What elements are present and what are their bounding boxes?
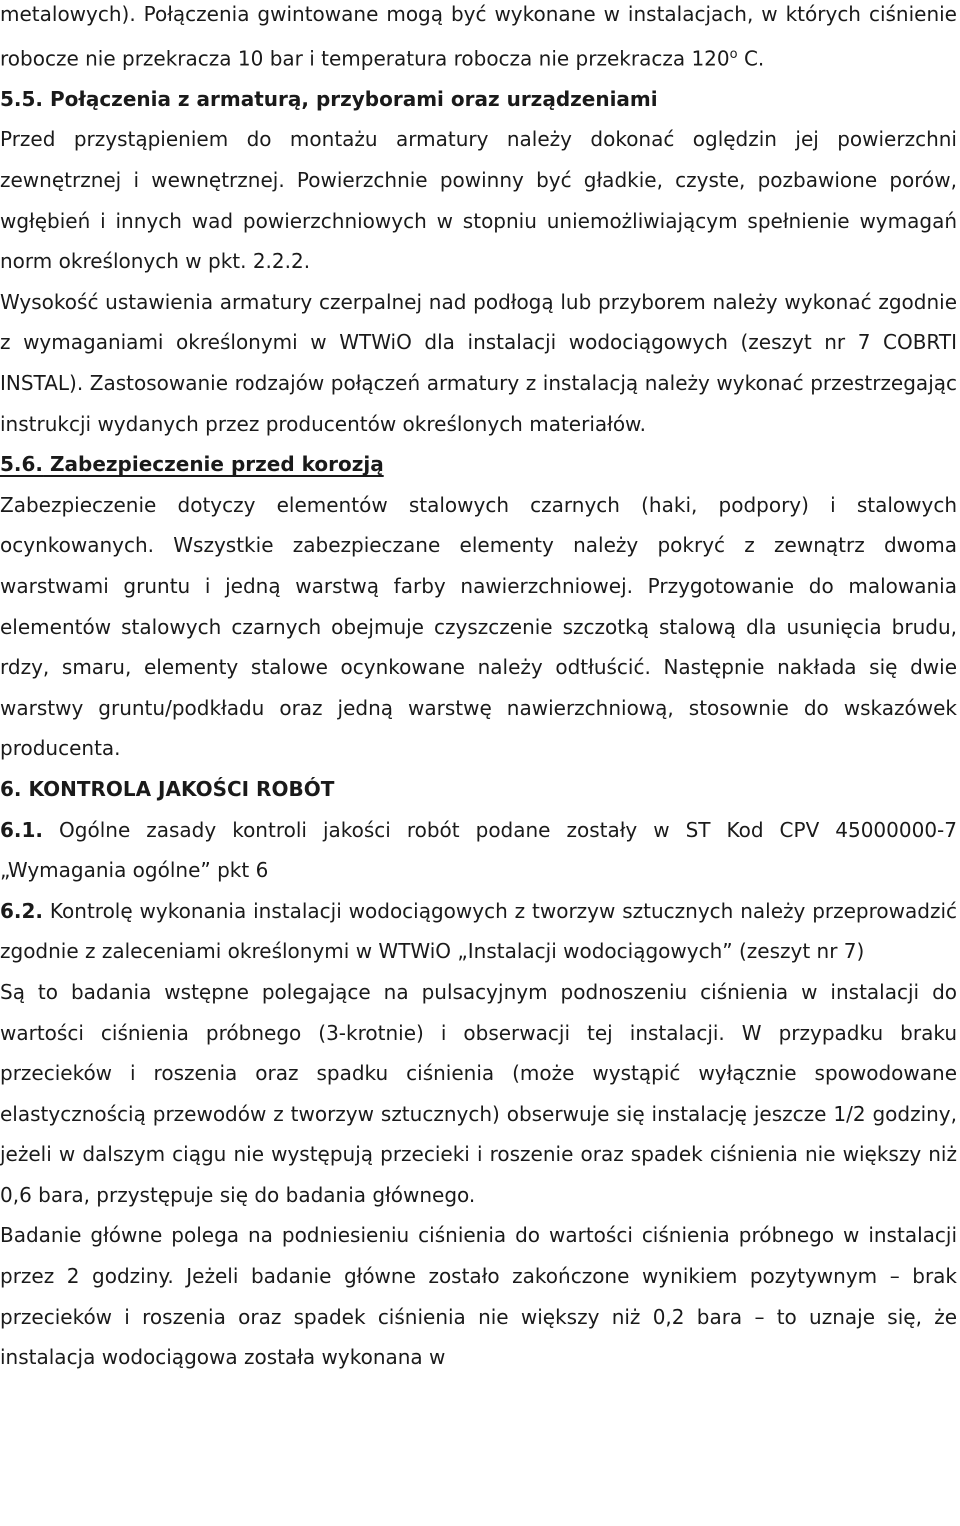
- intro-tail: C.: [743, 46, 765, 71]
- section-6-heading: 6. KONTROLA JAKOŚCI ROBÓT: [0, 776, 335, 801]
- main-test-paragraph: Badanie główne polega na podniesieniu ciśnienia do wartości ciśnienia próbnego w instalacji przez 2 godziny. Jeżeli badanie główne zostało zakończone wynikiem pozytywnym – brak przecieków i roszenia oraz spadek ciśnienia nie większy niż 0,2 bara – to uznaje się, że instalacja wodociągowa została wykonana w: [0, 1223, 957, 1370]
- section-6-1-number: 6.1.: [0, 817, 44, 842]
- section-5-6-paragraph: Zabezpieczenie dotyczy elementów stalowych czarnych (haki, podpory) i stalowych ocynkowanych. Wszystkie zabezpieczane elementy należy pokryć z zewnątrz dwoma warstwami gruntu i jedną warstwą farby nawierzchniowej. Przygotowanie do malowania elementów stalowych czarnych obejmuje czyszczenie szczotką stalową dla usunięcia brudu, rdzy, smaru, elementy stalowe ocynkowane należy odtłuścić. Następnie nakłada się dwie warstwy gruntu/podkładu oraz jedną warstwę nawierzchniową, stosownie do wskazówek producenta.: [0, 492, 957, 761]
- section-5-6-heading-underlined: [0, 452, 384, 476]
- degree-symbol: o: [729, 46, 738, 62]
- section-5-5-number: 5.5.: [0, 86, 44, 111]
- section-5-5-paragraph-1: Przed przystąpieniem do montażu armatury należy dokonać oględzin jej powierzchni zewnętrznej i wewnętrznej. Powierzchnie powinny być gładkie, czyste, pozbawione porów, wgłębień i innych wad powierzchniowych w stopniu uniemożliwiającym spełnienie wymagań norm określonych w pkt. 2.2.2.: [0, 127, 957, 274]
- section-6-1-text: Ogólne zasady kontroli jakości robót podane zostały w ST Kod CPV 45000000-7 „Wymagania ogólne” pkt 6: [0, 817, 957, 883]
- section-5-6-heading: [0, 444, 957, 485]
- section-5-6-title: Zabezpieczenie przed korozją: [50, 452, 384, 477]
- section-5-6-number: 5.6.: [0, 452, 44, 477]
- section-5-5-heading: [0, 79, 957, 120]
- section-6-2-text: Kontrolę wykonania instalacji wodociągowych z tworzyw sztucznych należy przeprowadzić zgodnie z zaleceniami określonymi w WTWiO „Instalacji wodociągowych” (zeszyt nr 7): [0, 898, 957, 964]
- section-6-2-number: 6.2.: [0, 898, 44, 923]
- section-5-5-title: Połączenia z armaturą, przyborami oraz urządzeniami: [50, 86, 658, 111]
- section-5-5-paragraph-2: Wysokość ustawienia armatury czerpalnej nad podłogą lub przyborem należy wykonać zgodnie z wymaganiami określonymi w WTWiO dla instalacji wodociągowych (zeszyt nr 7 COBRTI INSTAL). Zastosowanie rodzajów połączeń armatury z instalacją należy wykonać przestrzegając instrukcji wydanych przez producentów określonych materiałów.: [0, 289, 957, 436]
- section-6-2-paragraph: [0, 891, 957, 972]
- section-6-1-paragraph: [0, 810, 957, 891]
- preliminary-tests-paragraph: Są to badania wstępne polegające na pulsacyjnym podnoszeniu ciśnienia w instalacji do wartości ciśnienia próbnego (3-krotnie) i obserwacji tej instalacji. W przypadku braku przecieków i roszenia oraz spadku ciśnienia (może wystąpić wyłącznie spowodowane elastycznością przewodów z tworzyw sztucznych) obserwuje się instalację jeszcze 1/2 godziny, jeżeli w dalszym ciągu nie występują przecieki i roszenie oraz spadek ciśnienia nie większy niż 0,6 bara, przystępuje się do badania głównego.: [0, 979, 957, 1207]
- intro-paragraph: [0, 0, 957, 79]
- intro-text: metalowych). Połączenia gwintowane mogą być wykonane w instalacjach, w których ciśnienie robocze nie przekracza 10 bar i temperatura robocza nie przekracza 120: [0, 2, 957, 71]
